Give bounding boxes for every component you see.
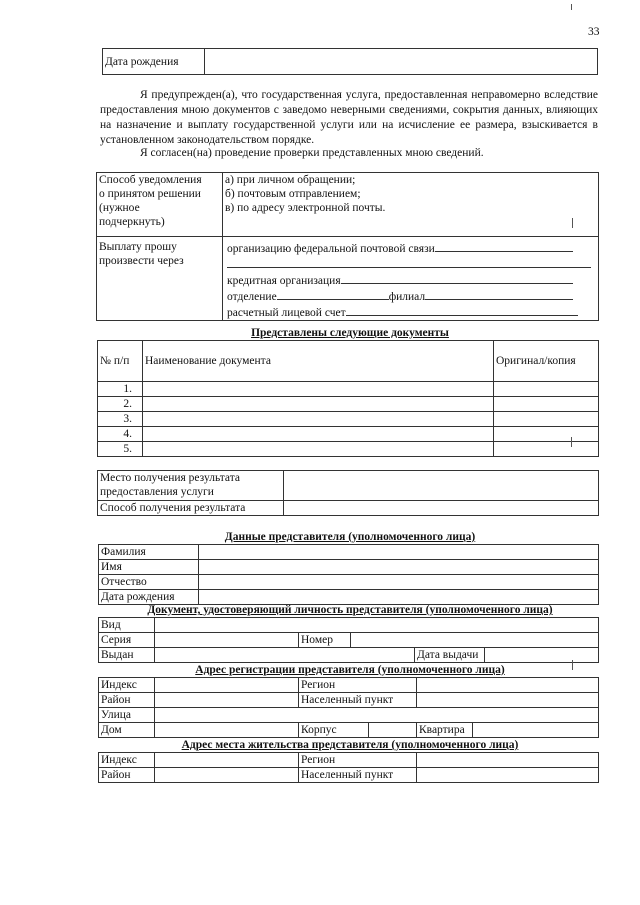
branch-label: отделение	[227, 291, 277, 303]
notify-label-line: подчеркнуть)	[99, 216, 165, 228]
scan-mark	[571, 437, 572, 447]
birth-date-label: Дата рождения	[103, 49, 205, 75]
reg-street-field[interactable]	[155, 708, 599, 723]
notify-payment-table	[96, 172, 599, 321]
id-issued-field[interactable]	[155, 648, 415, 663]
live-address-table	[98, 752, 599, 783]
documents-title: Представлены следующие документы	[251, 327, 449, 339]
id-issue-date-field[interactable]	[485, 648, 599, 663]
reg-index-field[interactable]	[155, 678, 299, 693]
id-series-label: Серия	[99, 633, 155, 648]
doc-row-num: 2.	[98, 397, 143, 412]
scan-mark	[571, 4, 572, 10]
credit-label: кредитная организация	[227, 275, 341, 287]
notify-option-personal[interactable]: а) при личном обращении;	[225, 174, 356, 186]
live-address-title: Адрес места жительства представителя (уполномоченного лица)	[181, 739, 519, 751]
doc-name-cell[interactable]	[143, 382, 494, 397]
result-table	[97, 470, 599, 516]
live-index-field[interactable]	[155, 753, 299, 768]
scan-mark	[572, 218, 573, 228]
result-place-label	[98, 471, 284, 501]
doc-row-num: 5.	[98, 442, 143, 457]
result-method-field[interactable]	[284, 501, 599, 516]
patronymic-field[interactable]	[199, 575, 599, 590]
credit-field[interactable]	[341, 272, 573, 284]
representative-title: Данные представителя (уполномоченного лица)	[224, 531, 476, 543]
notify-label-line: (нужное	[99, 202, 140, 214]
surname-field[interactable]	[199, 545, 599, 560]
doc-row-num: 3.	[98, 412, 143, 427]
surname-label: Фамилия	[99, 545, 199, 560]
doc-name-cell[interactable]	[143, 427, 494, 442]
live-locality-label: Населенный пункт	[299, 768, 417, 783]
notify-label-line: Способ уведомления	[99, 174, 202, 186]
reg-building-field[interactable]	[369, 723, 417, 738]
account-field[interactable]	[346, 304, 578, 316]
notify-label	[97, 173, 223, 237]
doc-orig-cell[interactable]	[494, 442, 599, 457]
reg-address-table	[98, 677, 599, 723]
patronymic-label: Отчество	[99, 575, 199, 590]
doc-name-cell[interactable]	[143, 442, 494, 457]
reg-index-label: Индекс	[99, 678, 155, 693]
id-doc-title: Документ, удостоверяющий личность представителя (уполномоченного лица)	[147, 604, 553, 616]
reg-house-label: Дом	[99, 723, 155, 738]
notify-option-mail[interactable]: б) почтовым отправлением;	[225, 188, 361, 200]
live-locality-field[interactable]	[417, 768, 599, 783]
col-orig-header: Оригинал/копия	[494, 341, 599, 382]
reg-region-field[interactable]	[417, 678, 599, 693]
postal-field-line2[interactable]	[227, 256, 591, 268]
account-label: расчетный лицевой счет	[227, 307, 346, 319]
filial-field[interactable]	[425, 288, 573, 300]
doc-orig-cell[interactable]	[494, 412, 599, 427]
id-issued-label: Выдан	[99, 648, 155, 663]
live-region-label: Регион	[299, 753, 417, 768]
id-number-label: Номер	[299, 633, 351, 648]
live-district-field[interactable]	[155, 768, 299, 783]
live-region-field[interactable]	[417, 753, 599, 768]
reg-locality-label: Населенный пункт	[299, 693, 417, 708]
payment-label-line: произвести через	[99, 255, 184, 267]
rep-birth-field[interactable]	[199, 590, 599, 605]
col-name-header: Наименование документа	[143, 341, 494, 382]
payment-label	[97, 237, 223, 321]
doc-name-cell[interactable]	[143, 412, 494, 427]
page-number: 33	[588, 26, 600, 38]
id-series-field[interactable]	[155, 633, 299, 648]
postal-label: организацию федеральной почтовой связи	[227, 243, 435, 255]
name-field[interactable]	[199, 560, 599, 575]
reg-apartment-field[interactable]	[473, 723, 599, 738]
live-index-label: Индекс	[99, 753, 155, 768]
scan-mark	[572, 660, 573, 670]
filial-label: филиал	[388, 291, 426, 303]
reg-locality-field[interactable]	[417, 693, 599, 708]
payment-options	[223, 237, 599, 321]
reg-apartment-label: Квартира	[417, 723, 473, 738]
reg-house-field[interactable]	[155, 723, 299, 738]
branch-field[interactable]	[277, 288, 389, 300]
doc-orig-cell[interactable]	[494, 397, 599, 412]
id-number-field[interactable]	[351, 633, 599, 648]
rep-birth-label: Дата рождения	[99, 590, 199, 605]
birth-date-field[interactable]	[205, 49, 598, 75]
doc-row-num: 4.	[98, 427, 143, 442]
reg-address-title: Адрес регистрации представителя (уполномоченного лица)	[195, 664, 505, 676]
reg-building-label: Корпус	[299, 723, 369, 738]
notify-option-email[interactable]: в) по адресу электронной почты.	[225, 202, 386, 214]
consent-paragraph: Я согласен(на) проведение проверки представленных мною сведений.	[140, 147, 484, 159]
documents-table	[97, 340, 599, 457]
reg-district-field[interactable]	[155, 693, 299, 708]
id-doc-table	[98, 617, 599, 663]
id-kind-field[interactable]	[155, 618, 599, 633]
reg-street-label: Улица	[99, 708, 155, 723]
result-place-line: предоставления услуги	[100, 486, 214, 498]
result-place-line: Место получения результата	[100, 472, 240, 484]
id-kind-label: Вид	[99, 618, 155, 633]
reg-house-table	[98, 722, 599, 738]
col-num-header: № п/п	[98, 341, 143, 382]
doc-orig-cell[interactable]	[494, 427, 599, 442]
live-district-label: Район	[99, 768, 155, 783]
postal-field[interactable]	[435, 240, 573, 252]
result-method-label: Способ получения результата	[98, 501, 284, 516]
name-label: Имя	[99, 560, 199, 575]
notify-label-line: о принятом решении	[99, 188, 201, 200]
id-issue-date-label: Дата выдачи	[415, 648, 485, 663]
notify-options	[223, 173, 599, 237]
warning-paragraph: Я предупрежден(а), что государственная услуга, предоставленная неправомерно вследствие предоставления мною документов с заведомо неверными сведениями, сокрытия данных, влияющих на назначение и выплату государственной услуги или на исчисление ее размера, взыскивается в установленном законодательством порядке.	[100, 89, 598, 146]
birth-date-table	[102, 48, 598, 75]
representative-table	[98, 544, 599, 605]
doc-name-cell[interactable]	[143, 397, 494, 412]
payment-label-line: Выплату прошу	[99, 241, 177, 253]
doc-row-num: 1.	[98, 382, 143, 397]
reg-region-label: Регион	[299, 678, 417, 693]
doc-orig-cell[interactable]	[494, 382, 599, 397]
result-place-field[interactable]	[284, 471, 599, 501]
reg-district-label: Район	[99, 693, 155, 708]
